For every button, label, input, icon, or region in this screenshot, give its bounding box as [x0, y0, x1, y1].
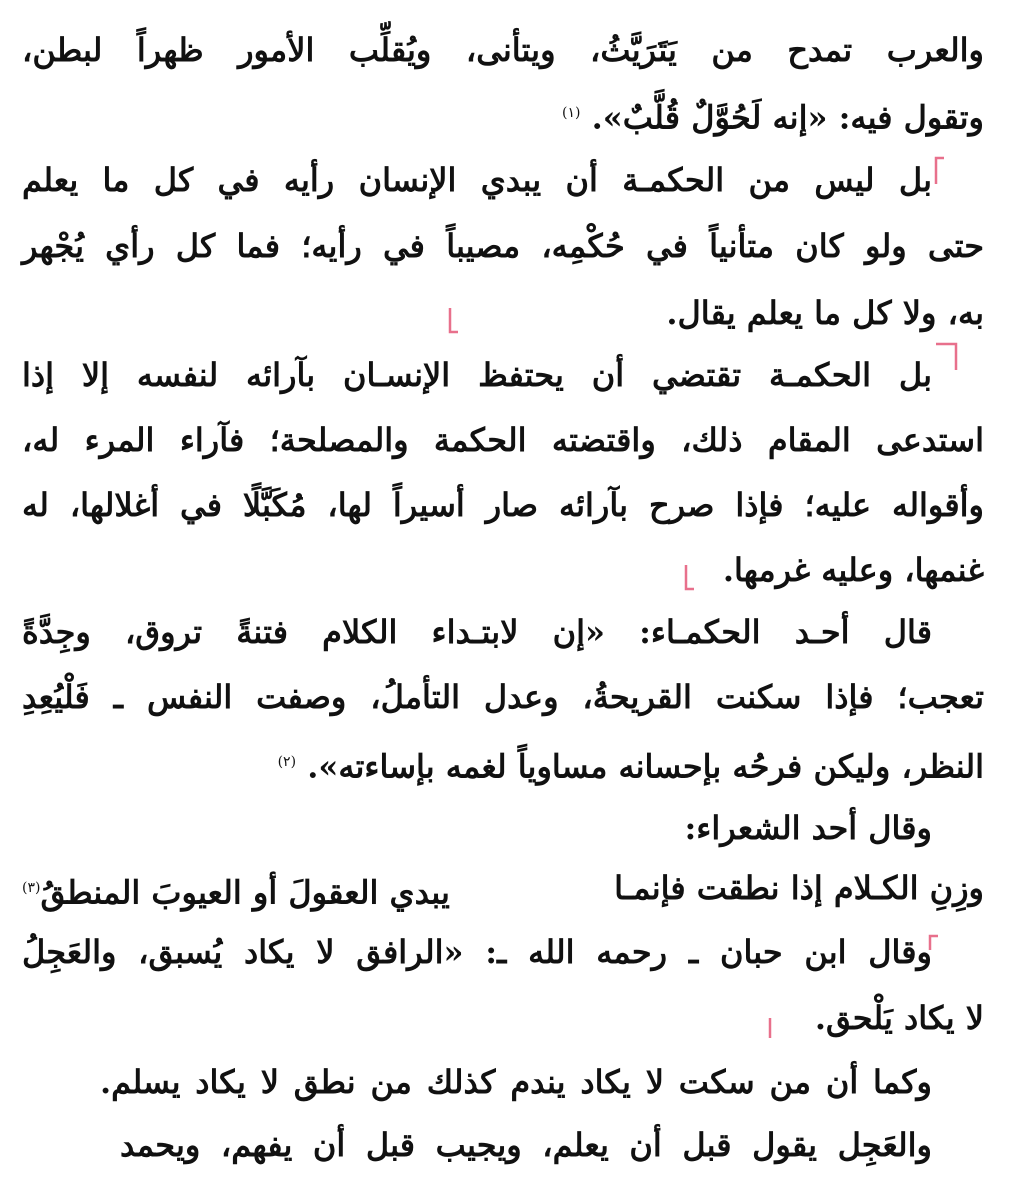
open-bracket-mark — [928, 934, 938, 960]
text-line-10: قال أحـد الحكمـاء: «إن لابتـداء الكلام فتنةً تروق، وجِدَّةً — [22, 613, 932, 651]
text-line-15: لا يكاد يَلْحق. — [814, 999, 984, 1037]
text-line-11: تعجب؛ فإذا سكنت القريحةُ، وعدل التأملُ، وصفت النفس ـ فَلْيُعِدِ — [22, 678, 984, 716]
text-line-4: حتى ولو كان متأنياً في حُكْمِه، مصيباً في رأيه؛ فما كل رأي يُجْهر — [22, 227, 984, 265]
text-line-2: وتقول فيه: «إنه لَحُوَّلٌ قُلَّبٌ». $^{(١)}$ — [561, 98, 984, 137]
close-bracket-mark — [768, 1016, 778, 1042]
text-line-1: والعرب تمدح من يَتَرَيَّثُ، ويتأنى، ويُقلِّب الأمور ظهراً لبطن، — [22, 31, 984, 69]
text-line-7: استدعى المقام ذلك، واقتضته الحكمة والمصلحة؛ فآراء المرء له، — [22, 421, 984, 459]
text-line-17: والعَجِل يقول قبل أن يعلم، ويجيب قبل أن يفهم، ويحمد — [120, 1126, 932, 1164]
text-line-12: النظر، وليكن فرحُه بإحسانه مساوياً لغمه بإساءته». $^{(٢)}$ — [277, 747, 984, 786]
text-line-9: غنمها، وعليه غرمها. — [722, 551, 984, 589]
footnote-ref-2: (٢) — [277, 754, 297, 770]
text-line-6: بل الحكمـة تقتضي أن يحتفظ الإنسـان بآرائه لنفسه إلا إذا — [22, 356, 933, 394]
text-line-3: بل ليس من الحكمـة أن يبدي الإنسان رأيه في كل ما يعلم — [22, 161, 933, 199]
poem-verse — [22, 868, 984, 912]
text-line-13: وقال أحد الشعراء: — [684, 809, 932, 847]
footnote-ref-1: (١) — [561, 105, 581, 121]
footnote-ref-3: (٣) — [22, 880, 41, 896]
text-line-5: به، ولا كل ما يعلم يقال. — [666, 294, 984, 332]
poem-hemistich-2: يبدي العقولَ أو العيوبَ المنطقُ$^{(٣)}$ — [22, 873, 450, 912]
open-bracket-mark — [934, 342, 944, 368]
text-line-14: وقال ابن حبان ـ رحمه الله ـ: «الرافق لا يكاد يُسبق، والعَجِلُ — [22, 933, 933, 971]
text-line-8: وأقواله عليه؛ فإذا صرح بآرائه صار أسيراً لها، مُكَبَّلًا في أغلالها، له — [22, 486, 984, 524]
open-bracket-mark — [934, 156, 944, 182]
close-bracket-mark — [684, 563, 694, 589]
poem-hemistich-1: وزِنِ الكـلام إذا نطقت فإنمـا — [614, 869, 984, 907]
text-line-16: وكما أن من سكت لا يكاد يندم كذلك من نطق لا يكاد يسلم. — [100, 1063, 932, 1101]
close-bracket-mark — [448, 306, 458, 332]
